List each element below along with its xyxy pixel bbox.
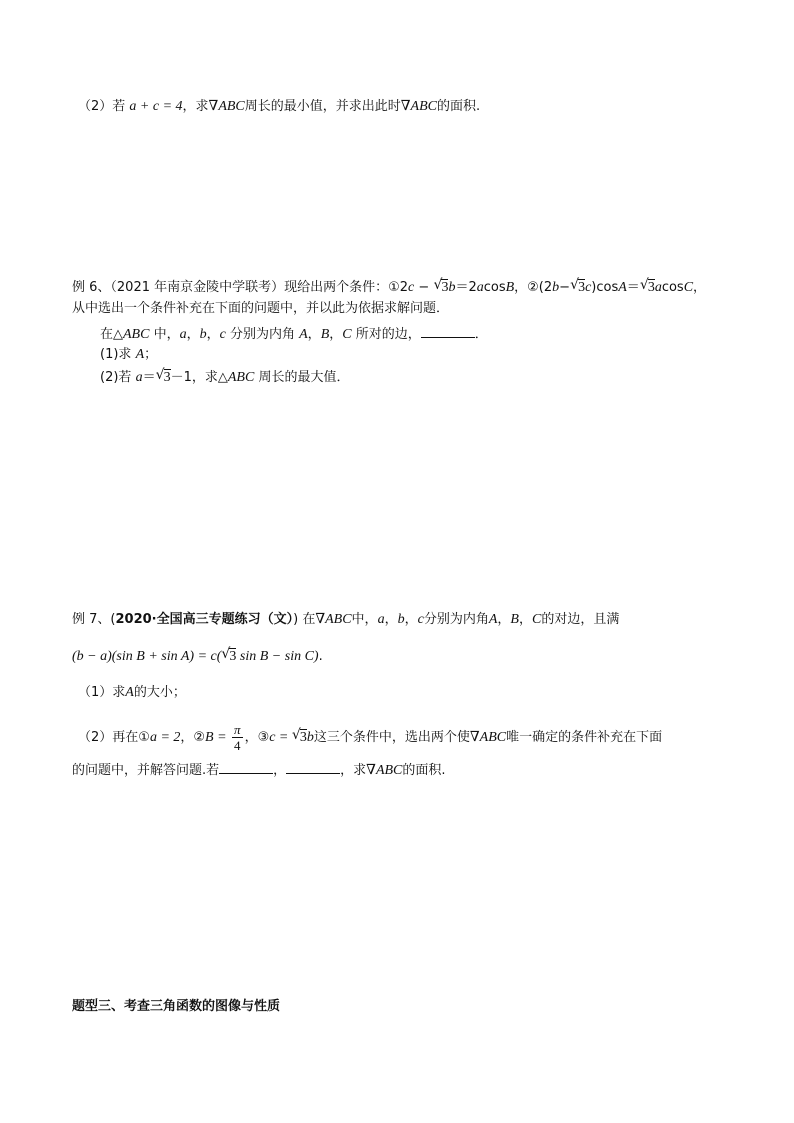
sqrt-symbol: √ 3 xyxy=(155,367,171,385)
answer-blank-1[interactable] xyxy=(219,760,273,774)
example-7-line-1: 例 7、(2020·全国高三专题练习（文）) 在∇ABC中，a，b，c分别为内角A，B，C的对边，且满 xyxy=(72,612,620,627)
example-7-equation: (b − a)(sin B + sin A) = c( √ 3 sin B − sin C). xyxy=(72,646,323,664)
fraction-pi-over-4: $\frac{\pi}{4}$ xyxy=(234,722,241,753)
example-6-question-2: (2)若 a＝ √ 3－1，求△ABC 周长的最大值． xyxy=(100,367,350,385)
example-6-line-2: 从中选出一个条件补充在下面的问题中，并以此为依据求解问题． xyxy=(72,301,450,316)
section-heading: 题型三、考查三角函数的图像与性质 xyxy=(72,999,281,1014)
question-part-2: （2）若 a + c = 4，求∇ABC周长的最小值，并求出此时∇ABC的面积. xyxy=(78,99,481,114)
sqrt-symbol: √ 3 xyxy=(221,646,237,664)
example-7-question-2: （2）再在①a = 2，②B = $\frac{\pi}{4}$ ，③c = √ 3b这三个条件中，选出两个使∇ABC唯一确定的条件补充在下面 xyxy=(78,722,663,753)
example-6-question-1: (1)求 A； xyxy=(100,347,158,362)
sqrt-symbol: √ 3 xyxy=(570,277,586,295)
answer-blank[interactable] xyxy=(421,324,475,338)
answer-blank-2[interactable] xyxy=(286,760,340,774)
sqrt-symbol: √ 3 xyxy=(639,277,655,295)
sqrt-symbol: √ 3 xyxy=(291,727,307,745)
example-7-line-5: 的问题中，并解答问题.若 ， ，求∇ABC的面积. xyxy=(72,760,446,780)
sqrt-symbol: √ 3 xyxy=(433,277,449,295)
example-6-line-3: 在△ABC 中，a，b，c 分别为内角 A，B，C 所对的边， ． xyxy=(100,324,488,344)
example-7-question-1: （1）求A的大小； xyxy=(78,685,186,700)
example-6-line-1: 例 6、（2021 年南京金陵中学联考）现给出两个条件：①2c − √ 3b＝2acosB，②(2b− √ 3c)cosA＝ √ 3acosC， xyxy=(72,277,707,295)
